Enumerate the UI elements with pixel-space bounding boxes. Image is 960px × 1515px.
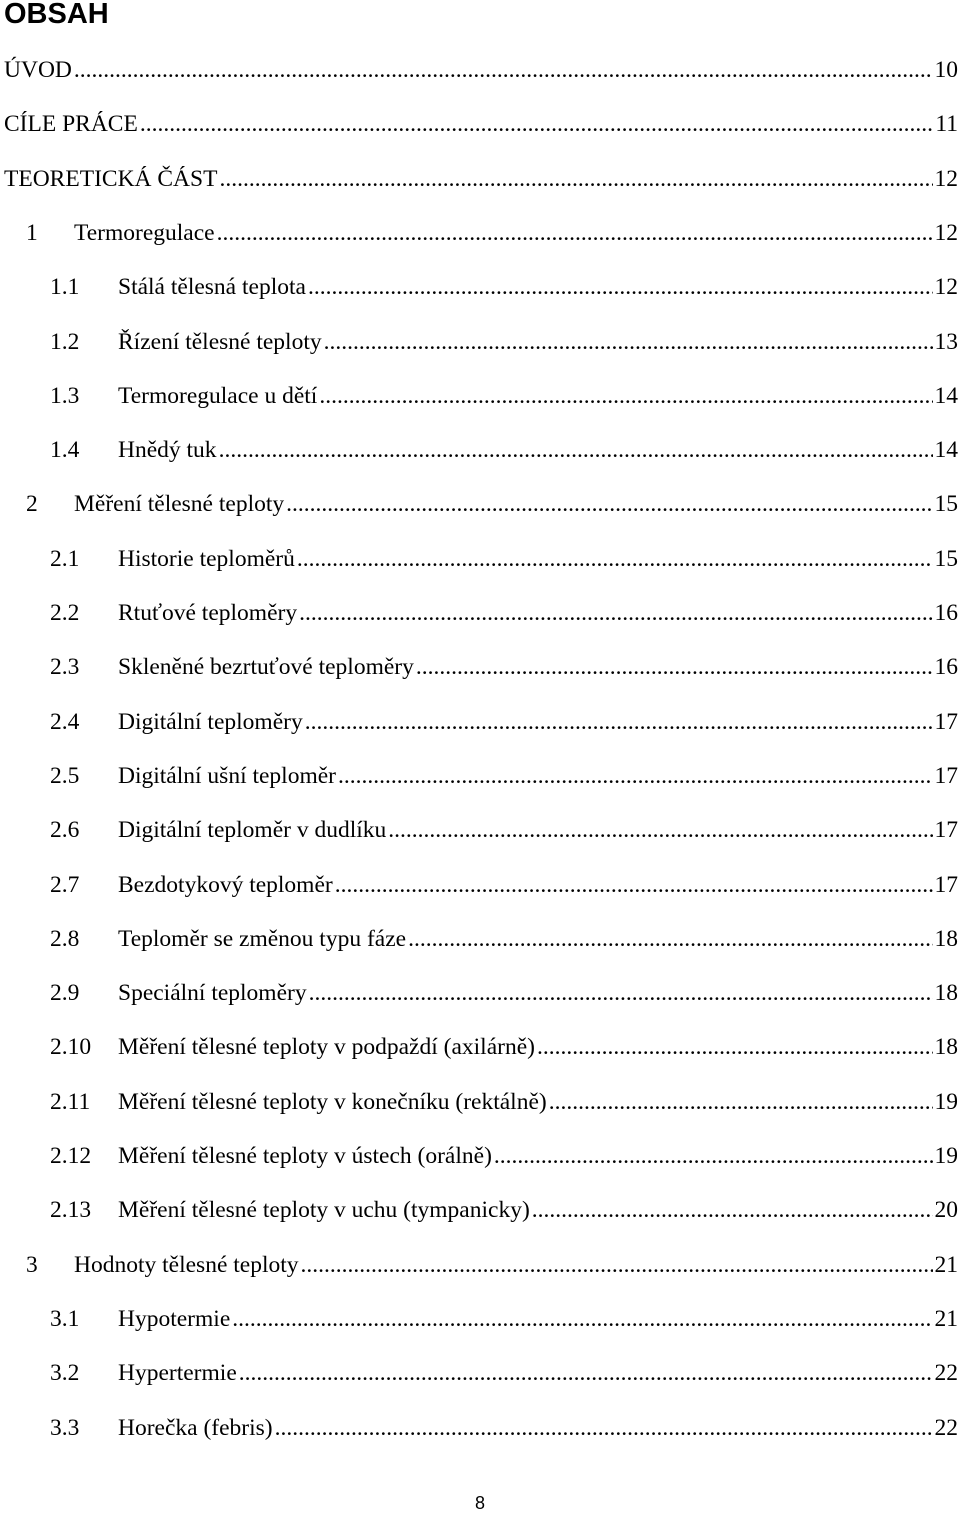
toc-dot-leader bbox=[305, 707, 933, 737]
toc-entry-number: 3 bbox=[26, 1251, 38, 1278]
toc-entry-page: 21 bbox=[934, 1305, 958, 1332]
toc-entry[interactable] bbox=[0, 1195, 958, 1225]
toc-entry-label: Speciální teploměry bbox=[118, 980, 307, 1007]
toc-entry-label: Bezdotykový teploměr bbox=[118, 871, 333, 898]
toc-entry[interactable] bbox=[0, 544, 958, 574]
toc-dot-leader bbox=[537, 1032, 933, 1062]
toc-entry[interactable] bbox=[0, 598, 958, 628]
toc-entry-number: 2.5 bbox=[50, 762, 80, 789]
toc-entry-label: Termoregulace u dětí bbox=[118, 382, 318, 409]
toc-entry[interactable] bbox=[0, 761, 958, 791]
toc-entry-page: 19 bbox=[934, 1088, 958, 1115]
toc-dot-leader bbox=[532, 1195, 933, 1225]
toc-entry-page: 15 bbox=[934, 545, 958, 572]
toc-entry-number: 1.3 bbox=[50, 382, 80, 409]
toc-entry-label: Skleněné bezrtuťové teploměry bbox=[118, 654, 414, 681]
toc-entry-label: Hypertermie bbox=[118, 1360, 237, 1387]
toc-entry-page: 12 bbox=[934, 274, 958, 301]
toc-entry-page: 19 bbox=[934, 1143, 958, 1169]
page-number: 8 bbox=[474, 1493, 485, 1513]
toc-dot-leader bbox=[74, 55, 933, 85]
toc-entry[interactable] bbox=[0, 815, 958, 845]
toc-entry[interactable] bbox=[0, 272, 958, 302]
toc-entry-label: Horečka (febris) bbox=[118, 1414, 273, 1441]
toc-entry[interactable] bbox=[0, 1141, 958, 1171]
page-title: OBSAH bbox=[4, 0, 109, 30]
toc-dot-leader bbox=[140, 109, 934, 139]
toc-dot-leader bbox=[219, 164, 932, 194]
toc-entry[interactable] bbox=[0, 55, 958, 85]
toc-entry-page: 18 bbox=[934, 980, 958, 1007]
toc-entry-label: Teploměr se změnou typu fáze bbox=[118, 925, 407, 952]
toc-entry[interactable] bbox=[0, 109, 958, 139]
toc-entry-label: Termoregulace bbox=[74, 219, 215, 246]
toc-entry-number: 3.1 bbox=[50, 1305, 80, 1332]
toc-dot-leader bbox=[309, 978, 933, 1008]
toc-dot-leader bbox=[388, 815, 932, 845]
toc-entry[interactable] bbox=[0, 218, 958, 248]
toc-entry-number: 2.11 bbox=[50, 1088, 91, 1115]
toc-entry-number: 2.7 bbox=[50, 871, 80, 898]
toc-entry-label: Digitální teploměry bbox=[118, 708, 303, 735]
toc-dot-leader bbox=[308, 272, 933, 302]
toc-entry-page: 11 bbox=[935, 111, 958, 138]
toc-dot-leader bbox=[494, 1141, 933, 1171]
toc-entry[interactable] bbox=[0, 924, 958, 954]
toc-entry-number: 2.1 bbox=[50, 545, 80, 572]
toc-entry[interactable] bbox=[0, 1304, 958, 1334]
toc-entry[interactable] bbox=[0, 652, 958, 682]
toc-dot-leader bbox=[286, 489, 932, 519]
toc-entry[interactable] bbox=[0, 435, 958, 465]
toc-dot-leader bbox=[275, 1413, 933, 1443]
toc-entry-page: 16 bbox=[934, 600, 958, 626]
toc-entry-number: 3.2 bbox=[50, 1360, 80, 1387]
toc-entry-page: 22 bbox=[934, 1414, 958, 1441]
toc-entry-label: Měření tělesné teploty v podpaždí (axilárně) bbox=[118, 1034, 535, 1061]
toc-entry-number: 1.1 bbox=[50, 274, 80, 301]
toc-entry[interactable] bbox=[0, 327, 958, 357]
toc-entry-page: 10 bbox=[934, 57, 958, 83]
toc-dot-leader bbox=[232, 1304, 932, 1334]
toc-entry-label: Měření tělesné teploty v uchu (tympanicky) bbox=[118, 1197, 530, 1224]
toc-entry-page: 17 bbox=[934, 817, 958, 844]
toc-entry-number: 2.3 bbox=[50, 654, 80, 681]
toc-entry[interactable] bbox=[0, 1032, 958, 1062]
toc-entry-label: Hypotermie bbox=[118, 1305, 231, 1332]
toc-entry[interactable] bbox=[0, 978, 958, 1008]
toc-dot-leader bbox=[217, 218, 933, 248]
toc-dot-leader bbox=[297, 544, 933, 574]
toc-entry-page: 14 bbox=[934, 437, 958, 464]
toc-entry-number: 2.12 bbox=[50, 1143, 92, 1169]
toc-entry[interactable] bbox=[0, 1250, 958, 1280]
toc-dot-leader bbox=[408, 924, 932, 954]
toc-entry-page: 14 bbox=[934, 382, 958, 409]
toc-entry[interactable] bbox=[0, 870, 958, 900]
toc-entry-label: Digitální ušní teploměr bbox=[118, 762, 336, 789]
toc-entry-page: 22 bbox=[934, 1360, 958, 1387]
toc-dot-leader bbox=[549, 1087, 933, 1117]
toc-entry-label: Řízení tělesné teploty bbox=[118, 328, 322, 355]
toc-entry[interactable] bbox=[0, 164, 958, 194]
toc-dot-leader bbox=[239, 1358, 933, 1388]
toc-dot-leader bbox=[219, 435, 933, 465]
toc-entry-number: 2.6 bbox=[50, 817, 80, 844]
toc-entry-page: 12 bbox=[934, 219, 958, 246]
toc-entry[interactable] bbox=[0, 1413, 958, 1443]
toc-entry-number: 3.3 bbox=[50, 1414, 80, 1441]
toc-entry[interactable] bbox=[0, 489, 958, 519]
toc-entry-number: 2.4 bbox=[50, 708, 80, 735]
toc-entry-number: 1.2 bbox=[50, 328, 80, 355]
toc-entry-page: 21 bbox=[934, 1251, 958, 1278]
toc-entry-number: 2.10 bbox=[50, 1034, 92, 1061]
toc-entry-number: 2.2 bbox=[50, 600, 80, 626]
toc-dot-leader bbox=[416, 652, 933, 682]
toc-entry-page: 17 bbox=[934, 708, 958, 735]
toc-entry-page: 18 bbox=[934, 925, 958, 952]
toc-entry-number: 2.13 bbox=[50, 1197, 92, 1224]
toc-dot-leader bbox=[324, 327, 933, 357]
toc-entry-number: 2 bbox=[26, 491, 38, 518]
toc-entry[interactable] bbox=[0, 1087, 958, 1117]
toc-entry-label: Rtuťové teploměry bbox=[118, 600, 298, 626]
toc-dot-leader bbox=[338, 761, 933, 791]
toc-entry[interactable] bbox=[0, 707, 958, 737]
toc-entry-label: Měření tělesné teploty v ústech (orálně) bbox=[118, 1143, 492, 1169]
toc-entry-number: 1 bbox=[26, 219, 38, 246]
toc-entry-page: 17 bbox=[934, 871, 958, 898]
toc-entry-label: Historie teploměrů bbox=[118, 545, 295, 572]
toc-entry-page: 15 bbox=[934, 491, 958, 518]
toc-entry-label: Hodnoty tělesné teploty bbox=[74, 1251, 299, 1278]
toc-entry-label: Hnědý tuk bbox=[118, 437, 217, 464]
toc-dot-leader bbox=[299, 598, 932, 628]
toc-entry-page: 16 bbox=[934, 654, 958, 681]
toc-entry-label: Měření tělesné teploty v konečníku (rektálně) bbox=[118, 1088, 547, 1115]
toc-entry-label: ÚVOD bbox=[4, 57, 72, 83]
toc-entry-number: 2.9 bbox=[50, 980, 80, 1007]
toc-entry-page: 18 bbox=[934, 1034, 958, 1061]
toc-entry-number: 1.4 bbox=[50, 437, 80, 464]
toc-entry[interactable] bbox=[0, 381, 958, 411]
toc-entry-label: TEORETICKÁ ČÁST bbox=[4, 165, 218, 192]
toc-dot-leader bbox=[301, 1250, 933, 1280]
toc-entry-page: 17 bbox=[934, 762, 958, 789]
toc-entry-label: Měření tělesné teploty bbox=[74, 491, 285, 518]
toc-entry[interactable] bbox=[0, 1358, 958, 1388]
toc-entry-number: 2.8 bbox=[50, 925, 80, 952]
toc-entry-label: CÍLE PRÁCE bbox=[4, 111, 138, 138]
toc-entry-page: 20 bbox=[934, 1197, 958, 1224]
toc-dot-leader bbox=[335, 870, 933, 900]
toc-dot-leader bbox=[319, 381, 932, 411]
toc-entry-page: 13 bbox=[934, 328, 958, 355]
toc-entry-page: 12 bbox=[934, 165, 958, 192]
toc-entry-label: Digitální teploměr v dudlíku bbox=[118, 817, 387, 844]
toc-entry-label: Stálá tělesná teplota bbox=[118, 274, 306, 301]
